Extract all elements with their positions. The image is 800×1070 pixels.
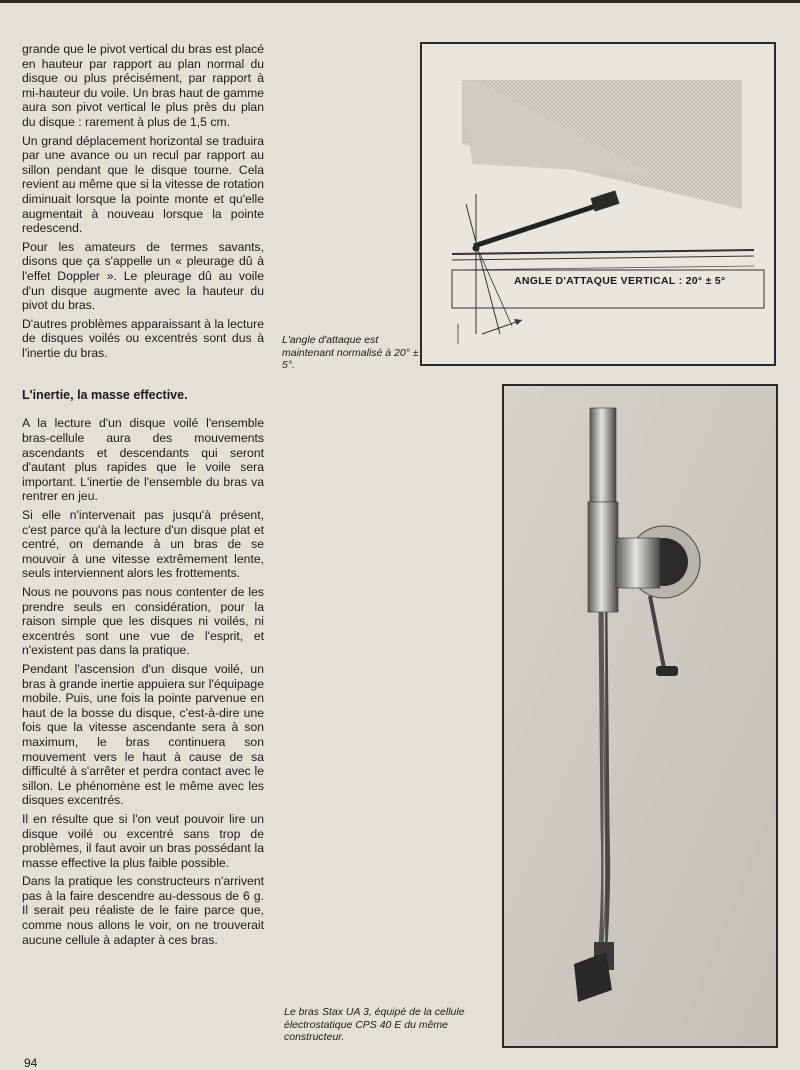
- paragraph: grande que le pivot vertical du bras est placé en hauteur par rapport au plan normal du disque ou plus précisément, par rapport à mi-hauteur du voile. Un bras haut de gamme aura son pivot vertical le plus près du plan du disque : rarement à plus de 1,5 cm.: [22, 42, 264, 129]
- attack-angle-line: [480, 254, 512, 326]
- paragraph: Dans la pratique les constructeurs n'arrivent pas à la faire descendre au-dessous de 6 g. Il serait peu réaliste de le faire parce que, comme nous allons le voir, on ne trouverait aucune cellule à adapter à ces bras.: [22, 874, 264, 947]
- tone-arm-photo: [502, 384, 778, 1048]
- paragraph: A la lecture d'un disque voilé l'ensemble bras-cellule aura des mouvements ascendants et descendants qui seront d'autant plus rapides que le voile sera important. L'inertie de l'ensemble du bras va rentrer en jeu.: [22, 416, 264, 504]
- figure-caption: Le bras Stax UA 3, équipé de la cellule électrostatique CPS 40 E du même constructeur.: [284, 1006, 465, 1044]
- record-surface-line: [452, 250, 754, 254]
- attack-angle-line: [466, 204, 500, 334]
- record-surface-line: [452, 266, 754, 270]
- figure-caption: L'angle d'attaque est maintenant normalisé à 20° ± 5°.: [282, 334, 419, 372]
- photo-background: [504, 386, 776, 1046]
- record-surface-line: [452, 256, 754, 260]
- paragraph: Pendant l'ascension d'un disque voilé, un bras à grande inertie appuiera sur l'équipage mobile. Puis, une fois la pointe parvenue en haut de la bosse du disque, c'est-à-dire une fois que la vitesse ascendante sera à son maximum, le bras continuera son mouvement vers le haut à cause de sa difficulté à s'arrêter et perdra contact avec le sillon. Le phénomène est le même avec les disques excentrés.: [22, 661, 264, 808]
- left-text-column: [22, 42, 264, 951]
- arm-rear-column: [588, 502, 618, 612]
- top-rule: [0, 0, 800, 3]
- counterweight-cylinder: [590, 408, 616, 502]
- paragraph: Si elle n'intervenait pas jusqu'à présent, c'est parce qu'à la lecture d'un disque plat et centré, on demande à un bras de se mouvoir à une vitesse extrêmement lente, seuls interviennent alors les frottements.: [22, 508, 264, 581]
- paragraph: Un grand déplacement horizontal se traduira par une avance ou un recul par rapport au sillon pendant que le disque tourne. Cela revient au même que si la vitesse de rotation diminuait lorsque la pointe monte et qu'elle augmentait à nouveau lorsque la pointe redescend.: [22, 133, 264, 236]
- tracking-angle-diagram: [420, 42, 776, 366]
- paragraph: Pour les amateurs de termes savants, disons que ça s'appelle un « pleurage dû à l'effet Doppler ». Le pleurage dû au voile d'un disque augmente avec la hauteur du pivot du bras.: [22, 239, 264, 313]
- pivot-block: [616, 538, 660, 588]
- paragraph: D'autres problèmes apparaissant à la lecture de disques voilés ou excentrés sont dus à l'inertie du bras.: [22, 316, 264, 360]
- tone-arm-tube: [474, 204, 602, 246]
- counterweight: [590, 190, 619, 211]
- section-heading: L'inertie, la masse effective.: [22, 388, 188, 403]
- lift-lever-knob: [656, 666, 678, 676]
- tone-arm-illustration: [504, 386, 776, 1046]
- figure-label: ANGLE D'ATTAQUE VERTICAL : 20° ± 5°: [514, 275, 726, 287]
- paragraph: Il en résulte que si l'on veut pouvoir lire un disque voilé ou excentré sans trop de problèmes, il faut avoir un bras possédant la masse effective la plus faible possible.: [22, 811, 264, 870]
- paragraph: Nous ne pouvons pas nous contenter de les prendre seuls en considération, pour la raison simple que les disques ni voilés, ni excentrés sont une vue de l'esprit, et n'existent pas dans la pratique.: [22, 585, 264, 658]
- page-number: 94: [24, 1056, 38, 1070]
- tracking-angle-drawing: [422, 44, 774, 364]
